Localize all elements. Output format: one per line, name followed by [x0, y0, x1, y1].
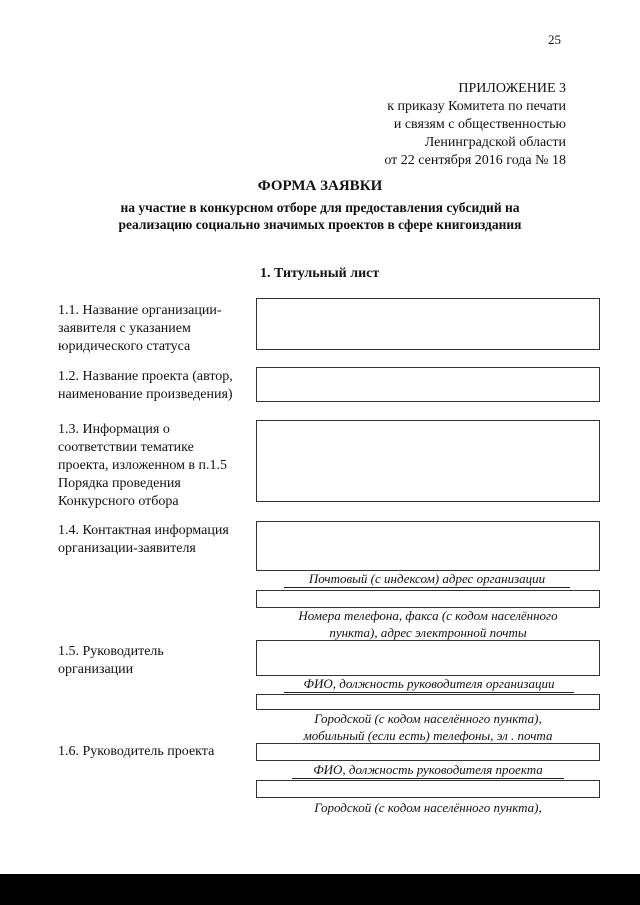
label-line: 1.1. Название организации-	[58, 303, 222, 318]
label-line: проекта, изложенном в п.1.5	[58, 458, 228, 473]
caption-line: пункта), адрес электронной почты	[329, 625, 527, 640]
appendix-header	[266, 80, 566, 170]
label-line: Конкурсного отбора	[58, 494, 179, 509]
field-label-1-3	[58, 421, 227, 511]
org-head-phone-caption	[256, 710, 600, 744]
appendix-line: к приказу Комитета по печати	[387, 99, 566, 114]
project-head-phone-input[interactable]	[256, 780, 600, 798]
label-line: Порядка проведения	[58, 476, 181, 491]
label-line: организации-заявителя	[58, 541, 196, 556]
org-head-caption: ФИО, должность руководителя организации	[284, 675, 574, 693]
postal-address-input[interactable]	[256, 521, 600, 571]
project-head-input[interactable]	[256, 743, 600, 761]
subtitle-line: реализацию социально значимых проектов в сфере книгоиздания	[118, 217, 522, 232]
project-head-phone-caption	[256, 799, 600, 816]
project-name-input[interactable]	[256, 367, 600, 402]
label-line: наименование произведения)	[58, 387, 233, 402]
postal-address-caption: Почтовый (с индексом) адрес организации	[284, 570, 570, 588]
org-head-phone-input[interactable]	[256, 694, 600, 710]
form-subtitle	[60, 199, 580, 233]
appendix-line: от 22 сентября 2016 года № 18	[384, 153, 566, 168]
label-line: юридического статуса	[58, 339, 191, 354]
phone-email-caption	[256, 607, 600, 641]
field-label-1-2	[58, 368, 233, 404]
field-label-1-1	[58, 302, 222, 356]
org-name-input[interactable]	[256, 298, 600, 350]
label-line: 1.4. Контактная информация	[58, 523, 229, 538]
caption-line: Городской (с кодом населённого пункта),	[314, 711, 542, 726]
field-label-1-4	[58, 522, 229, 558]
label-line: 1.5. Руководитель	[58, 644, 164, 659]
field-label-1-6	[58, 743, 214, 761]
label-line: соответствии тематике	[58, 440, 194, 455]
label-line: 1.2. Название проекта (автор,	[58, 369, 233, 384]
label-line: 1.3. Информация о	[58, 422, 170, 437]
caption-line: Номера телефона, факса (с кодом населённого	[298, 608, 558, 623]
appendix-line: и связям с общественностью	[393, 117, 566, 132]
page-number: 25	[548, 32, 561, 47]
org-head-input[interactable]	[256, 640, 600, 676]
subtitle-line: на участие в конкурсном отборе для предоставления субсидий на	[120, 200, 520, 215]
theme-info-input[interactable]	[256, 420, 600, 502]
appendix-line: Ленинградской области	[424, 135, 566, 150]
caption-line: Городской (с кодом населённого пункта),	[314, 800, 542, 815]
appendix-line: ПРИЛОЖЕНИЕ 3	[458, 81, 566, 96]
label-line: организации	[58, 662, 134, 677]
label-line: 1.6. Руководитель проекта	[58, 744, 215, 759]
caption-line: мобильный (если есть) телефоны, эл . почта	[303, 728, 553, 743]
label-line: заявителя с указанием	[58, 321, 191, 336]
scan-bottom-edge	[0, 874, 640, 905]
section-title: 1. Титульный лист	[260, 266, 380, 281]
form-title: ФОРМА ЗАЯВКИ	[257, 178, 383, 194]
field-label-1-5	[58, 643, 164, 679]
project-head-caption: ФИО, должность руководителя проекта	[292, 761, 564, 779]
phone-email-input[interactable]	[256, 590, 600, 608]
